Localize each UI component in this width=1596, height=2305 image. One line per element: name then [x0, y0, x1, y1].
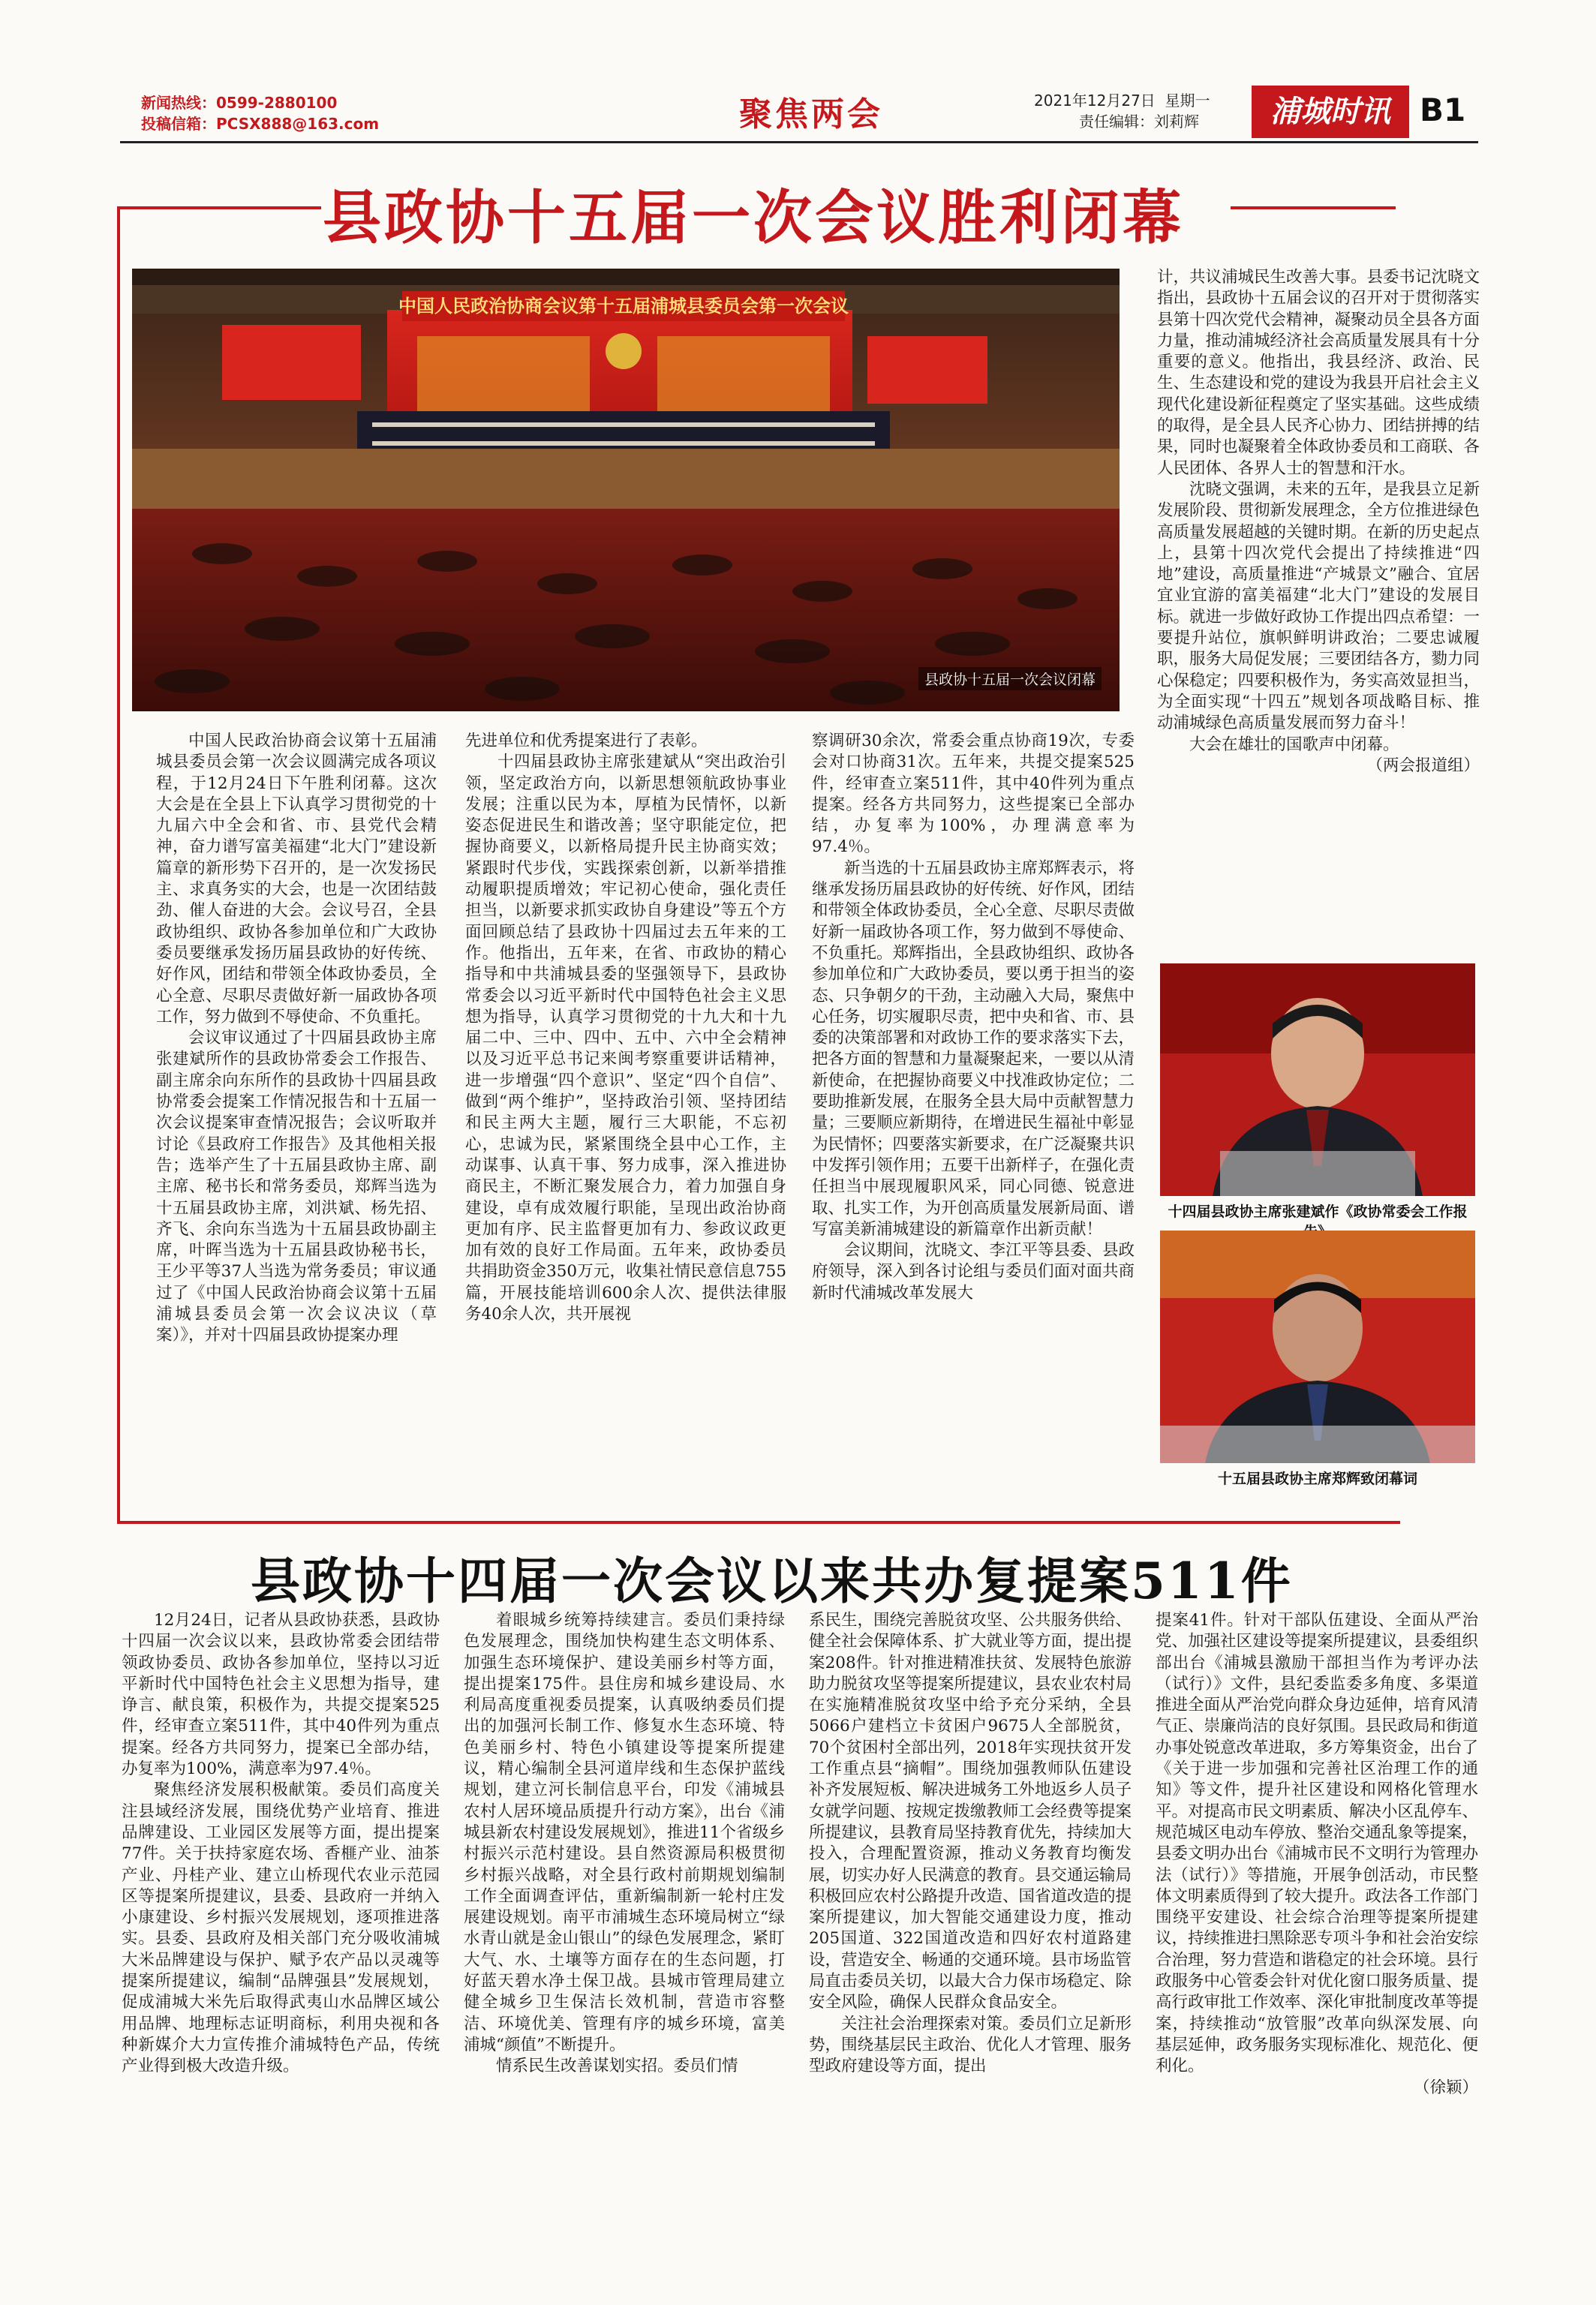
issue-date: 2021年12月27日	[1034, 92, 1156, 110]
frame-top-right	[1231, 206, 1396, 209]
frame-bottom	[117, 1521, 1400, 1524]
conference-hall-photo	[132, 269, 1120, 711]
paragraph: 系民生，围绕完善脱贫攻坚、公共服务供给、健全社会保障体系、扩大就业等方面，提出提案208件。针对推进精准扶贫、发展特色旅游助力脱贫攻坚等提案所提建议，县农业农村局在实施精准脱贫攻坚中给予充分采纳，全县5066户建档立卡贫困户9675人全部脱贫，70个贫困村全部出列，2018年实现扶贫开发工作重点县“摘帽”。围绕加强教师队伍建设补齐发展短板、解决进城务工外地返乡人员子女就学问题、按规定拨缴教师工会经费等提案所提建议，县教育局坚持教育优先，持续加大投入，合理配置资源，推动义务教育均衡发展，切实办好人民满意的教育。县交通运输局积极回应农村公路提升改造、国省道改造的提案所提建议，加大智能交通建设力度，推动205国道、322国道改造和四好农村道路建设，营造安全、畅通的交通环境。县市场监管局直击委员关切，以最大合力保市场稳定、除安全风险，确保人民群众食品安全。	[809, 1611, 1132, 2012]
article2-column-2	[464, 1610, 785, 2263]
paragraph: 情系民生改善谋划实招。委员们情	[496, 2057, 738, 2076]
paragraph: 着眼城乡统筹持续建言。委员们秉持绿色发展理念，围绕加快构建生态文明体系、加强生态环境保护、建设美丽乡村等方面，提出提案175件。县住房和城乡建设局、水利局高度重视委员提案，认真吸纳委员们提出的加强河长制工作、修复水生态环境、特色美丽乡村、特色小镇建设等提案所提建议，精心编制全县河道岸线和生态保护蓝线规划，建立河长制信息平台，印发《浦城县农村人居环境品质提升行动方案》，出台《浦城县新农村建设发展规划》，推进11个省级乡村振兴示范村建设。县自然资源局积极贯彻乡村振兴战略，对全县行政村前期规划编制工作全面调查评估，重新编制新一轮村庄发展建设规划。南平市浦城生态环境局树立“绿水青山就是金山银山”的绿色发展理念，紧盯大气、水、土壤等方面存在的生态问题，打好蓝天碧水净土保卫战。县城市管理局建立健全城乡卫生保洁长效机制，营造市容整洁、环境优美、管理有序的城乡环境，富美浦城“颜值”不断提升。	[464, 1611, 785, 2054]
speaker-photo-2	[1160, 1231, 1475, 1463]
hall-banner: 中国人民政治协商会议第十五届浦城县委员会第一次会议	[398, 296, 849, 317]
article1-column-2	[465, 731, 786, 1519]
hotline-label: 新闻热线：	[141, 94, 216, 112]
section-title: 聚焦两会	[739, 95, 883, 134]
article2-column-3	[809, 1610, 1132, 2263]
paragraph: 计，共议浦城民生改善大事。县委书记沈晓文指出，县政协十五届会议的召开对于贯彻落实县第十四次党代会精神，凝聚动员全县各方面力量，推动浦城经济社会高质量发展具有十分重要的意义。他指出，我县经济、政治、民生、生态建设和党的建设为我县开启社会主义现代化建设新征程奠定了坚实基础。这些成绩的取得，是全县人民齐心协力、团结拼搏的结果，同时也凝聚着全体政协委员和工商联、各人民团体、各界人士的智慧和汗水。	[1157, 268, 1480, 478]
speaker-portrait-photo	[1160, 963, 1475, 1196]
speaker-photo-1	[1160, 963, 1475, 1196]
speaker-photo-2-caption: 十五届县政协主席郑辉致闭幕词	[1217, 1471, 1417, 1487]
weekday: 星期一	[1165, 92, 1210, 110]
paragraph: 12月24日，记者从县政协获悉，县政协十四届一次会议以来，县政协常委会团结带领政协委员、政协各参加单位，坚持以习近平新时代中国特色社会主义思想为指导，建诤言、献良策，积极作为，共提交提案525件，经审查立案511件，其中40件列为重点提案。经各方共同努力，提案已全部办结，办复率为100%，满意率为97.4％。	[122, 1611, 440, 1779]
speaker-portrait-photo	[1160, 1231, 1475, 1463]
paragraph: 大会在雄壮的国歌声中闭幕。	[1189, 735, 1399, 754]
headline-2: 县政协十四届一次会议以来共办复提案511件	[251, 1552, 1293, 1610]
paragraph: 关注社会治理探索对策。委员们立足新形势，围绕基层民主政治、优化人才管理、服务型政府建设等方面，提出	[809, 2014, 1132, 2076]
editor-label: 责任编辑：	[1079, 113, 1154, 131]
main-photo-caption: 县政协十五届一次会议闭幕	[918, 667, 1102, 690]
paragraph: 新当选的十五届县政协主席郑辉表示，将继承发扬历届县政协的好传统、好作风，团结和带领全体政协委员，全心全意、尽职尽责做好新一届政协各项工作，努力做到不辱使命、不负重托。郑辉指出，全县政协组织、政协各参加单位和广大政协委员，要以勇于担当的姿态、只争朝夕的干劲，主动融入大局，聚焦中心任务，切实履职尽责，把中央和省、市、县委的决策部署和对政协工作的要求落实下去，把各方面的智慧和力量凝聚起来，一要以从清新使命，在把握协商要义中找准政协定位；二要助推新发展，在服务全县大局中贡献智慧力量；三要顺应新期待，在增进民生福祉中彰显为民情怀；四要落实新要求，在广泛凝聚共识中发挥引领作用；五要干出新样子，在强化责任担当中展现履职风采，同心同德、锐意进取、扎实工作，为开创高质量发展新局面、谱写富美新浦城建设的新篇章作出新贡献！	[812, 858, 1135, 1239]
email-label: 投稿信箱：	[141, 115, 216, 133]
email	[141, 114, 379, 134]
email-value: PCSX888@163.com	[216, 115, 380, 133]
article1-column-4	[1157, 267, 1480, 957]
frame-top-left	[117, 206, 321, 209]
hotline	[141, 93, 337, 113]
header-rule	[120, 141, 1478, 143]
speaker-photo-1-caption: 十四届县政协主席张建斌作《政协常委会工作报	[1168, 1204, 1468, 1220]
article1-column-1	[156, 731, 437, 1519]
hotline-value: 0599-2880100	[216, 94, 338, 112]
paragraph: 中国人民政治协商会议第十五届浦城县委员会第一次会议圆满完成各项议程，于12月24日下午胜利闭幕。这次大会是在全县上下认真学习贯彻党的十九届六中全会和省、市、县党代会精神，奋力谱写富美福建“北大门”建设新篇章的新形势下召开的，是一次发扬民主、求真务实的大会，也是一次团结鼓劲、催人奋进的大会。会议号召，全县政协组织、政协各参加单位和广大政协委员要继承发扬历届县政协的好传统、好作风，团结和带领全体政协委员，全心全意、尽职尽责做好新一届政协各项工作，努力做到不辱使命、不负重托。	[156, 732, 437, 1026]
byline: （两会报道组）	[1366, 756, 1480, 775]
paragraph: 沈晓文强调，未来的五年，是我县立足新发展阶段、贯彻新发展理念，全方位推进绿色高质量发展超越的关键时期。在新的历史起点上，县第十四次党代会提出了持续推进“四地”建设，高质量推进“产城景文”融合、宜居宜业宜游的富美福建“北大门”建设的发展目标。就进一步做好政协工作提出四点希望：一要提升站位，旗帜鲜明讲政治；二要忠诚履职，服务大局促发展；三要团结各方，勠力同心保稳定；四要积极作为，务实高效显担当，为全面实现“十四五”规划各项战略目标、推动浦城绿色高质量发展而努力奋斗！	[1157, 479, 1480, 733]
main-photo	[132, 269, 1120, 711]
paragraph: 会议审议通过了十四届县政协主席张建斌所作的县政协常委会工作报告、副主席余向东所作的县政协十四届县政协常委会提案工作情况报告和十五届一次会议提案审查情况报告；会议听取并讨论《县政府工作报告》及其他相关报告；选举产生了十五届县政协主席、副主席、秘书长和常务委员，郑辉当选为十五届县政协主席，刘洪斌、杨先招、齐飞、余向东当选为十五届县政协副主席，叶晖当选为十五届县政协秘书长，王少平等37人当选为常务委员；审议通过了《中国人民政治协商会议第十五届浦城县委员会第一次会议决议（草案）》，并对十四届县政协提案办理	[156, 1029, 437, 1345]
dateline	[1034, 90, 1210, 132]
article2-column-1	[122, 1610, 440, 2263]
paragraph: 会议期间，沈晓文、李江平等县委、县政府领导，深入到各讨论组与委员们面对面共商新时代浦城改革发展大	[812, 1241, 1135, 1303]
paragraph: 察调研30余次，常委会重点协商19次，专委会对口协商31次。五年来，共提交提案525件，经审查立案511件，其中40件列为重点提案。经各方共同努力，这些提案已全部办结，办复率为100%，办理满意率为97.4％。	[812, 732, 1135, 857]
frame-left	[117, 206, 120, 1523]
headline-1: 县政协十五届一次会议胜利闭幕	[323, 185, 1185, 252]
paragraph: 十四届县政协主席张建斌从“突出政治引领，坚定政治方向，以新思想领航政协事业发展；注重以民为本，厚植为民情怀，以新姿态促进民生和谐改善；坚守职能定位，把握协商要义，以新格局提升民主协商实效；紧跟时代步伐，实践探索创新，以新举措推动履职提质增效；牢记初心使命，强化责任担当，以新要求抓实政协自身建设”等五个方面回顾总结了县政协十四届过去五年来的工作。他指出，五年来，在省、市政协的精心指导和中共浦城县委的坚强领导下，县政协常委会以习近平新时代中国特色社会主义思想为指导，认真学习贯彻党的十九大和十九届二中、三中、四中、五中、六中全会精神以及习近平总书记来闽考察重要讲话精神，进一步增强“四个意识”、坚定“四个自信”、做到“两个维护”，坚持政治引领、坚持团结和民主两大主题，履行三大职能，不忘初心，忠诚为民，紧紧围绕全县中心工作，主动谋事、认真干事、努力成事，深入推进协商民主，不断汇聚发展合力，着力加强自身建设，卓有成效履行职能，呈现出政治协商更加有序、民主监督更加有力、参政议政更加有效的良好工作局面。五年来，政协委员共捐助资金350万元，收集社情民意信息755篇，开展技能培训600余人次、提供法律服务40余人次，共开展视	[465, 753, 786, 1324]
byline: （徐颖）	[1413, 2078, 1478, 2097]
paragraph: 提案41件。针对干部队伍建设、全面从严治党、加强社区建设等提案所提建议，县委组织部出台《浦城县激励干部担当作为考评办法（试行）》文件，县纪委监委多角度、多渠道推进全面从严治党向群众身边延伸，培育风清气正、崇廉尚洁的良好氛围。县民政局和街道办事处锐意改革进取，多方筹集资金，出台了《关于进一步加强和完善社区治理工作的通知》等文件，提升社区建设和网格化管理水平。对提高市民文明素质、解决小区乱停车、规范城区电动车停放、整治交通乱象等提案，县委文明办出台《浦城市民不文明行为管理办法（试行）》等措施，开展争创活动，市民整体文明素质得到了较大提升。政法各工作部门围绕平安建设、社会综合治理等提案所提建议，持续推进扫黑除恶专项斗争和社会治安综合治理，努力营造和谐稳定的社会环境。县行政服务中心管委会针对优化窗口服务质量、提高行政审批工作效率、深化审批制度改革等提案，持续推动“放管服”改革向纵深发展、向基层延伸，政务服务实现标准化、规范化、便利化。	[1156, 1611, 1478, 2076]
article2-column-4	[1156, 1610, 1478, 2263]
editor-name: 刘莉辉	[1154, 113, 1199, 131]
article1-column-3	[812, 731, 1135, 1519]
paper-logo: 浦城时讯	[1252, 86, 1409, 138]
page-number: B1	[1420, 92, 1466, 128]
paragraph: 先进单位和优秀提案进行了表彰。	[465, 732, 708, 750]
paragraph: 聚焦经济发展积极献策。委员们高度关注县域经济发展，围绕优势产业培育、推进品牌建设、工业园区发展等方面，提出提案77件。关于扶持家庭农场、香榧产业、油茶产业、丹桂产业、建立山桥现代农业示范园区等提案所提建议，县委、县政府一并纳入小康建设、乡村振兴发展规划，逐项推进落实。县委、县政府及相关部门充分吸收浦城大米品牌建设与保护、赋予农产品以灵魂等提案所提建议，编制“品牌强县”发展规划，促成浦城大米先后取得武夷山水品牌区域公用品牌、地理标志证明商标，利用央视和各种新媒介大力宣传推介浦城特色产品，传统产业得到极大改造升级。	[122, 1781, 440, 2076]
